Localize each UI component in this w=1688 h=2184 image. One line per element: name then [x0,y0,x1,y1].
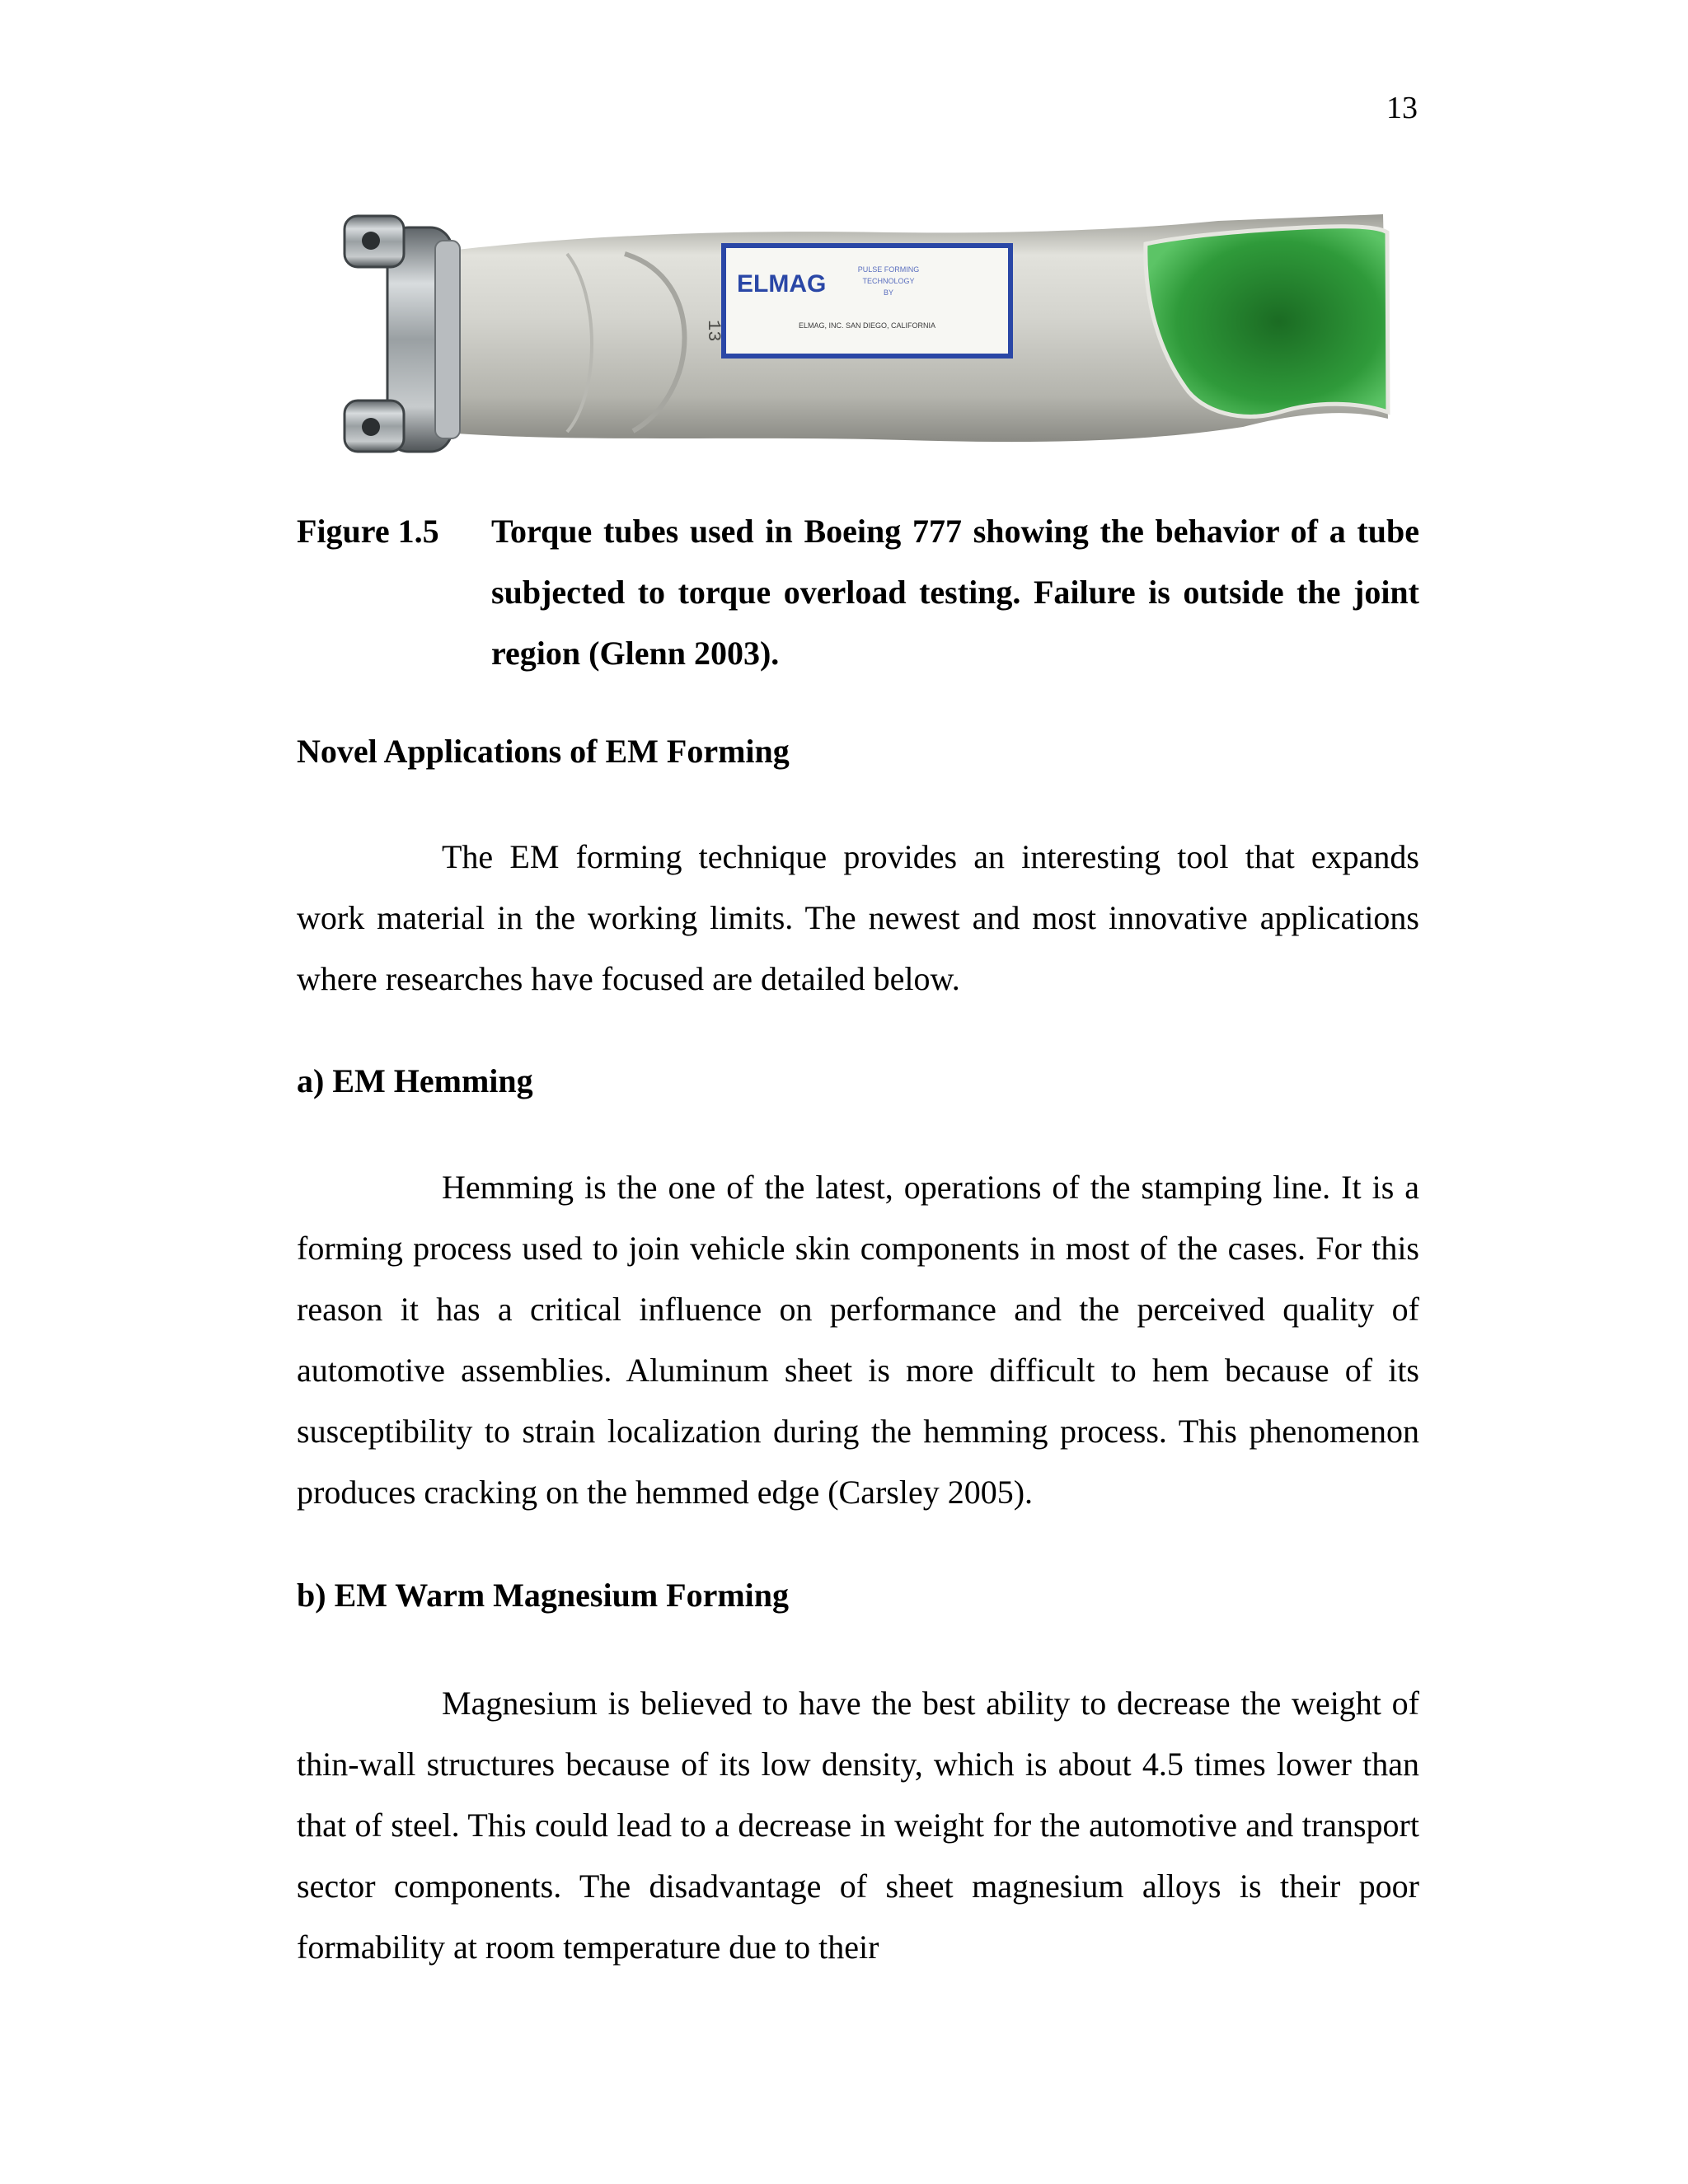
sticker-line-3: BY [883,288,894,297]
figure-caption [297,501,1419,684]
sticker-line-2: TECHNOLOGY [862,277,915,285]
figure-caption-text: Torque tubes used in Boeing 777 showing the behavior of a tube subjected to torque overload testing. Failure is outside the joint region (Glenn 2003). [491,513,1419,672]
ring-marking-text: 13 [703,320,724,342]
elmag-sticker [724,246,1010,356]
section-heading-em-warm-magnesium: b) EM Warm Magnesium Forming [297,1577,790,1614]
sticker-brand-text: ELMAG [737,270,827,298]
section-heading-novel-applications: Novel Applications of EM Forming [297,733,790,770]
paragraph-novel-applications: The EM forming technique provides an interesting tool that expands work material in the working limits. The newest and most innovative applications where researches have focused are detailed below. [297,838,1419,997]
sticker-line-4: ELMAG, INC. SAN DIEGO, CALIFORNIA [798,321,936,330]
sticker-line-1: PULSE FORMING [857,265,920,274]
clevis-fitting-shape [345,216,460,452]
figure-label: Figure 1.5 [297,513,439,550]
page-number: 13 [1386,91,1418,125]
paragraph-em-hemming: Hemming is the one of the latest, operations of the stamping line. It is a forming process used to join vehicle skin components in most of the cases. For this reason it has a critical influence on performance and the perceived quality of automotive assemblies. Aluminum sheet is more difficult to hem because of its susceptibility to strain localization during the hemming process. This phenomenon produces cracking on the hemmed edge (Carsley 2005). [297,1169,1419,1511]
figure-torque-tube-photo [312,196,1406,470]
section-heading-em-hemming: a) EM Hemming [297,1062,533,1099]
paragraph-em-warm-magnesium: Magnesium is believed to have the best ability to decrease the weight of thin-wall structures because of its low density, which is about 4.5 times lower than that of steel. This could lead to a decrease in weight for the automotive and transport sector components. The disadvantage of sheet magnesium alloys is their poor formability at room temperature due to their [297,1685,1419,1966]
